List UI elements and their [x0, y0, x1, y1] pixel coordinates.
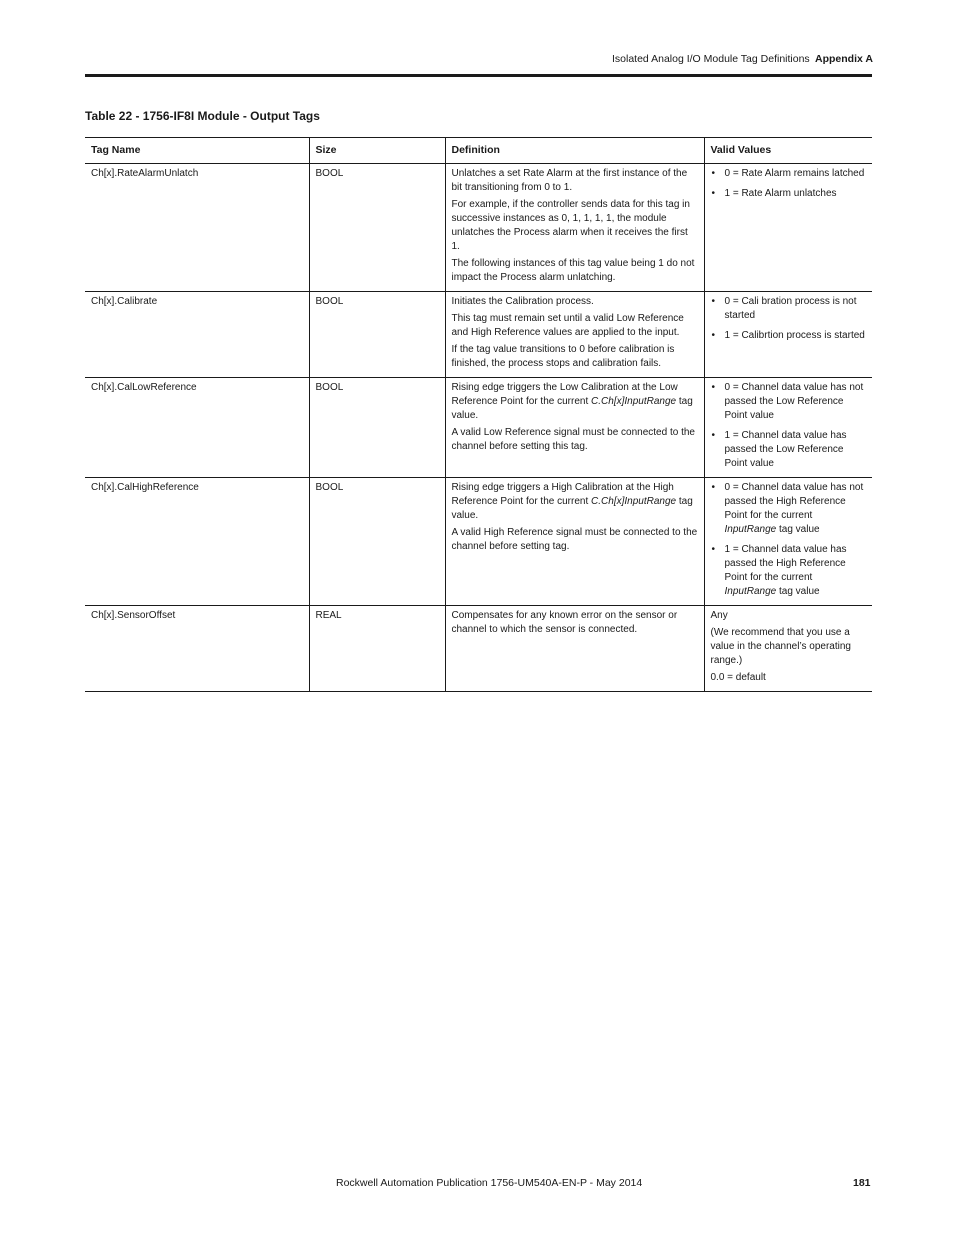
bullet-glyph: • [711, 330, 716, 341]
definition-paragraph [452, 426, 698, 454]
bullet-glyph: • [711, 168, 716, 179]
cell-valid-values [704, 378, 872, 478]
valid-value-text: tag value [776, 586, 820, 597]
cell-definition [445, 378, 704, 478]
definition-text: Compensates for any known error on the sensor or channel to which the sensor is connected. [451, 610, 678, 635]
cell-tag-name: Ch[x].SensorOffset [85, 606, 309, 692]
valid-value-text: 1 = Channel data value has passed the Low Reference Point value [724, 430, 847, 469]
valid-value-text: 0 = Rate Alarm remains latched [724, 168, 865, 179]
definition-paragraph [452, 295, 698, 309]
valid-value-text: 0.0 = default [710, 672, 766, 683]
tag-reference: C.Ch[x]InputRange [591, 396, 677, 407]
valid-value-bullet [711, 381, 867, 423]
valid-value-paragraph [711, 671, 867, 685]
cell-size: BOOL [309, 292, 445, 378]
table-header-row [85, 138, 872, 164]
cell-valid-values [704, 478, 872, 606]
bullet-glyph: • [711, 382, 716, 393]
column-header-valid-values: Valid Values [704, 138, 872, 164]
valid-value-text: tag value [776, 524, 820, 535]
cell-valid-values [704, 606, 872, 692]
tag-reference: InputRange [724, 524, 777, 535]
definition-text: A valid Low Reference signal must be connected to the channel before setting this tag. [451, 427, 695, 452]
tag-reference: C.Ch[x]InputRange [591, 496, 677, 507]
definition-paragraph [452, 481, 698, 523]
cell-definition [445, 606, 704, 692]
bullet-glyph: • [711, 482, 716, 493]
definition-text: Rising edge triggers a High Calibration at the High Reference Point for the current [451, 482, 674, 507]
cell-definition [445, 478, 704, 606]
bullet-glyph: • [711, 188, 716, 199]
column-header-tag-name: Tag Name [85, 138, 309, 164]
page-number: 181 [853, 1177, 871, 1189]
tag-reference: InputRange [724, 586, 777, 597]
valid-value-text: 0 = Cali bration process is not started [724, 296, 857, 321]
definition-paragraph [452, 609, 698, 637]
definition-text: A valid High Reference signal must be connected to the channel before setting tag. [451, 527, 698, 552]
output-tags-table [85, 137, 872, 692]
header-rule [85, 74, 872, 77]
running-header-section: Isolated Analog I/O Module Tag Definitions [612, 53, 810, 65]
valid-value-text: 1 = Channel data value has passed the High Reference Point for the current [724, 544, 847, 583]
definition-paragraph [452, 198, 698, 254]
table-row [85, 478, 872, 606]
definition-text: The following instances of this tag value being 1 do not impact the Process alarm unlatching. [451, 258, 695, 283]
definition-paragraph [452, 343, 698, 371]
valid-value-bullet [711, 295, 867, 323]
definition-text: For example, if the controller sends data for this tag in successive instances as 0, 1, 1, 1, 1, the module unlatches the Process alarm when it receives the first 1. [451, 199, 690, 252]
table-body [85, 164, 872, 692]
definition-text: tag value. [451, 396, 693, 421]
definition-paragraph [452, 526, 698, 554]
valid-value-bullet [711, 187, 867, 201]
definition-paragraph [452, 167, 698, 195]
valid-value-text: 1 = Rate Alarm unlatches [724, 188, 837, 199]
valid-value-bullet [711, 429, 867, 471]
valid-value-paragraph [711, 609, 867, 623]
table-row [85, 164, 872, 292]
valid-value-text: 0 = Channel data value has not passed the High Reference Point for the current [724, 482, 864, 521]
valid-value-bullet [711, 481, 867, 537]
cell-tag-name: Ch[x].CalLowReference [85, 378, 309, 478]
bullet-glyph: • [711, 296, 716, 307]
cell-valid-values [704, 164, 872, 292]
table-row [85, 378, 872, 478]
table-row [85, 606, 872, 692]
cell-size: REAL [309, 606, 445, 692]
cell-valid-values [704, 292, 872, 378]
definition-text: tag value. [451, 496, 693, 521]
definition-text: Initiates the Calibration process. [451, 296, 594, 307]
cell-tag-name: Ch[x].CalHighReference [85, 478, 309, 606]
column-header-size: Size [309, 138, 445, 164]
bullet-glyph: • [711, 430, 716, 441]
running-header-appendix: Appendix A [815, 53, 873, 65]
cell-definition [445, 292, 704, 378]
column-header-definition: Definition [445, 138, 704, 164]
valid-value-text: 1 = Calibrtion process is started [724, 330, 865, 341]
definition-text: Unlatches a set Rate Alarm at the first instance of the bit transitioning from 0 to 1. [451, 168, 688, 193]
table-caption: Table 22 - 1756-IF8I Module - Output Tags [85, 109, 320, 123]
definition-text: This tag must remain set until a valid Low Reference and High Reference values are applied to the input. [451, 313, 684, 338]
valid-value-bullet [711, 329, 867, 343]
definition-text: If the tag value transitions to 0 before calibration is finished, the process stops and calibration fails. [451, 344, 675, 369]
cell-definition [445, 164, 704, 292]
valid-value-paragraph [711, 626, 867, 668]
cell-tag-name: Ch[x].Calibrate [85, 292, 309, 378]
valid-value-text: 0 = Channel data value has not passed the Low Reference Point value [724, 382, 864, 421]
valid-value-bullet [711, 543, 867, 599]
cell-size: BOOL [309, 164, 445, 292]
cell-size: BOOL [309, 478, 445, 606]
definition-text: Rising edge triggers the Low Calibration at the Low Reference Point for the current [451, 382, 678, 407]
valid-value-text: Any [710, 610, 728, 621]
cell-tag-name: Ch[x].RateAlarmUnlatch [85, 164, 309, 292]
valid-value-bullet [711, 167, 867, 181]
footer-publication: Rockwell Automation Publication 1756-UM540A-EN-P - May 2014 [336, 1177, 643, 1189]
valid-value-text: (We recommend that you use a value in the channel’s operating range.) [710, 627, 851, 666]
table-row [85, 292, 872, 378]
cell-size: BOOL [309, 378, 445, 478]
definition-paragraph [452, 381, 698, 423]
bullet-glyph: • [711, 544, 716, 555]
definition-paragraph [452, 312, 698, 340]
definition-paragraph [452, 257, 698, 285]
